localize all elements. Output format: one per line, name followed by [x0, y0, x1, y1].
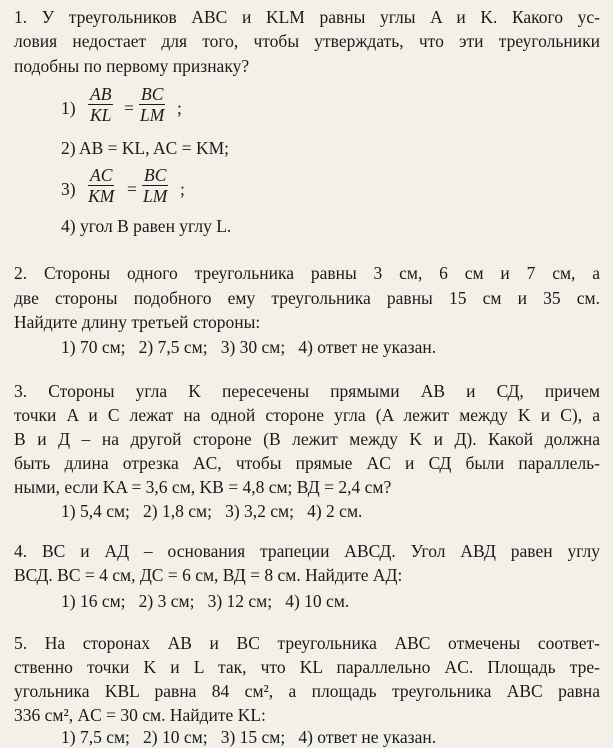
textbook-page: 1. У треугольников ABC и KLM равны углы A и K. Какого ус- ловия недостает для того, чтобы утверждать, что эти треугольники подобны по первому признаку? 1) $\frac{AB}{KL}$ = $\frac{BC}{LM}$ ; 2) AB = KL, AC = KM; 3) $\frac{AC}{KM}$ = $\frac{BC}{LM}$ ; 4) угол B равен углу L. 2. Стороны одного треугольника равны 3 см, 6 см и 7 см, а две стороны подобного ему треугольника равны 15 см и 35 см. Найдите длину третьей стороны: 1) 70 см; 2) 7,5 см; 3) 30 см; 4) ответ не указан. 3. Стороны угла K пересечены прямыми AB и СД, причем точки A и C лежат на одной стороне угла (A лежит между K и C), а B и Д – на другой стороне (B лежит между K и Д). Какой должна быть длина отрезка AC, чтобы прямые AC и СД были параллель- ными, если KA = 3,6 см, KB = 4,8 см; ВД = 2,4 см? 1) 5,4 см; 2) 1,8 см; 3) 3,2 см; 4) 2 см. 4. BC и АД – основания трапеции АВСД. Угол АВД равен углу ВСД. BC = 4 см, ДС = 6 см, ВД = 8 см. Найдите АД: 1) 16 см; 2) 3 см; 3) 12 см; 4) 10 см. 5. На сторонах AB и BC треугольника ABC отмечены соответ- ственно точки K и L так, что KL параллельно AC. Площадь тре- угольника KBL равна 84 см², а площадь треугольника ABC равна 336 см², AC = 30 см. Найдите KL: 1) 7,5 см; 2) 10 см; 3) 15 см; 4) ответ не указан.: [14, 7, 600, 747]
q3-answers: 1) 5,4 см; 2) 1,8 см; 3) 3,2 см; 4) 2 см.: [61, 501, 363, 521]
q5-answers: 1) 7,5 см; 2) 10 см; 3) 15 см; 4) ответ не указан.: [61, 727, 437, 747]
q5-line-1: 5. На сторонах AB и BC треугольника ABC отмечены соответ-: [14, 633, 600, 653]
fraction-ac-km: $\frac{AC}{KM}$: [88, 165, 115, 206]
q2-line-1: 2. Стороны одного треугольника равны 3 см, 6 см и 7 см, а: [14, 263, 600, 283]
q1-line-3: подобны по первому признаку?: [14, 56, 250, 76]
q1-option-2: 2) AB = KL, AC = KM;: [61, 138, 230, 158]
fraction-bc-lm: $\frac{BC}{LM}$: [140, 84, 165, 125]
q3-line-4: быть длина отрезка AC, чтобы прямые AC и СД были параллель-: [14, 453, 600, 473]
q3-line-1: 3. Стороны угла K пересечены прямыми AB и СД, причем: [14, 381, 600, 401]
q4-answers: 1) 16 см; 2) 3 см; 3) 12 см; 4) 10 см.: [61, 591, 350, 611]
q4-line-1: 4. BC и АД – основания трапеции АВСД. Угол АВД равен углу: [14, 541, 600, 561]
q2-line-2: две стороны подобного ему треугольника равны 15 см и 35 см.: [14, 288, 600, 308]
q2-line-3: Найдите длину третьей стороны:: [14, 312, 261, 332]
q2-answers: 1) 70 см; 2) 7,5 см; 3) 30 см; 4) ответ не указан.: [61, 337, 437, 357]
q5-line-3: угольника KBL равна 84 см², а площадь треугольника ABC равна: [14, 681, 600, 701]
q5-line-4: 336 см², AC = 30 см. Найдите KL:: [14, 705, 266, 725]
q5-line-2: ственно точки K и L так, что KL параллельно AC. Площадь тре-: [14, 657, 600, 677]
q1-option-4: 4) угол B равен углу L.: [61, 216, 232, 236]
q3-line-3: B и Д – на другой стороне (B лежит между K и Д). Какой должна: [14, 429, 600, 449]
q3-line-5: ными, если KA = 3,6 см, KB = 4,8 см; ВД = 2,4 см?: [14, 477, 392, 497]
q4-line-2: ВСД. BC = 4 см, ДС = 6 см, ВД = 8 см. Найдите АД:: [14, 565, 403, 585]
fraction-bc-lm-2: $\frac{BC}{LM}$: [143, 165, 168, 206]
q1-line-1: 1. У треугольников ABC и KLM равны углы A и K. Какого ус-: [14, 7, 600, 27]
q1-line-2: ловия недостает для того, чтобы утверждать, что эти треугольники: [14, 31, 600, 51]
q3-line-2: точки A и C лежат на одной стороне угла (A лежит между K и C), а: [14, 405, 600, 425]
fraction-ab-kl: $\frac{AB}{KL}$: [89, 84, 112, 125]
